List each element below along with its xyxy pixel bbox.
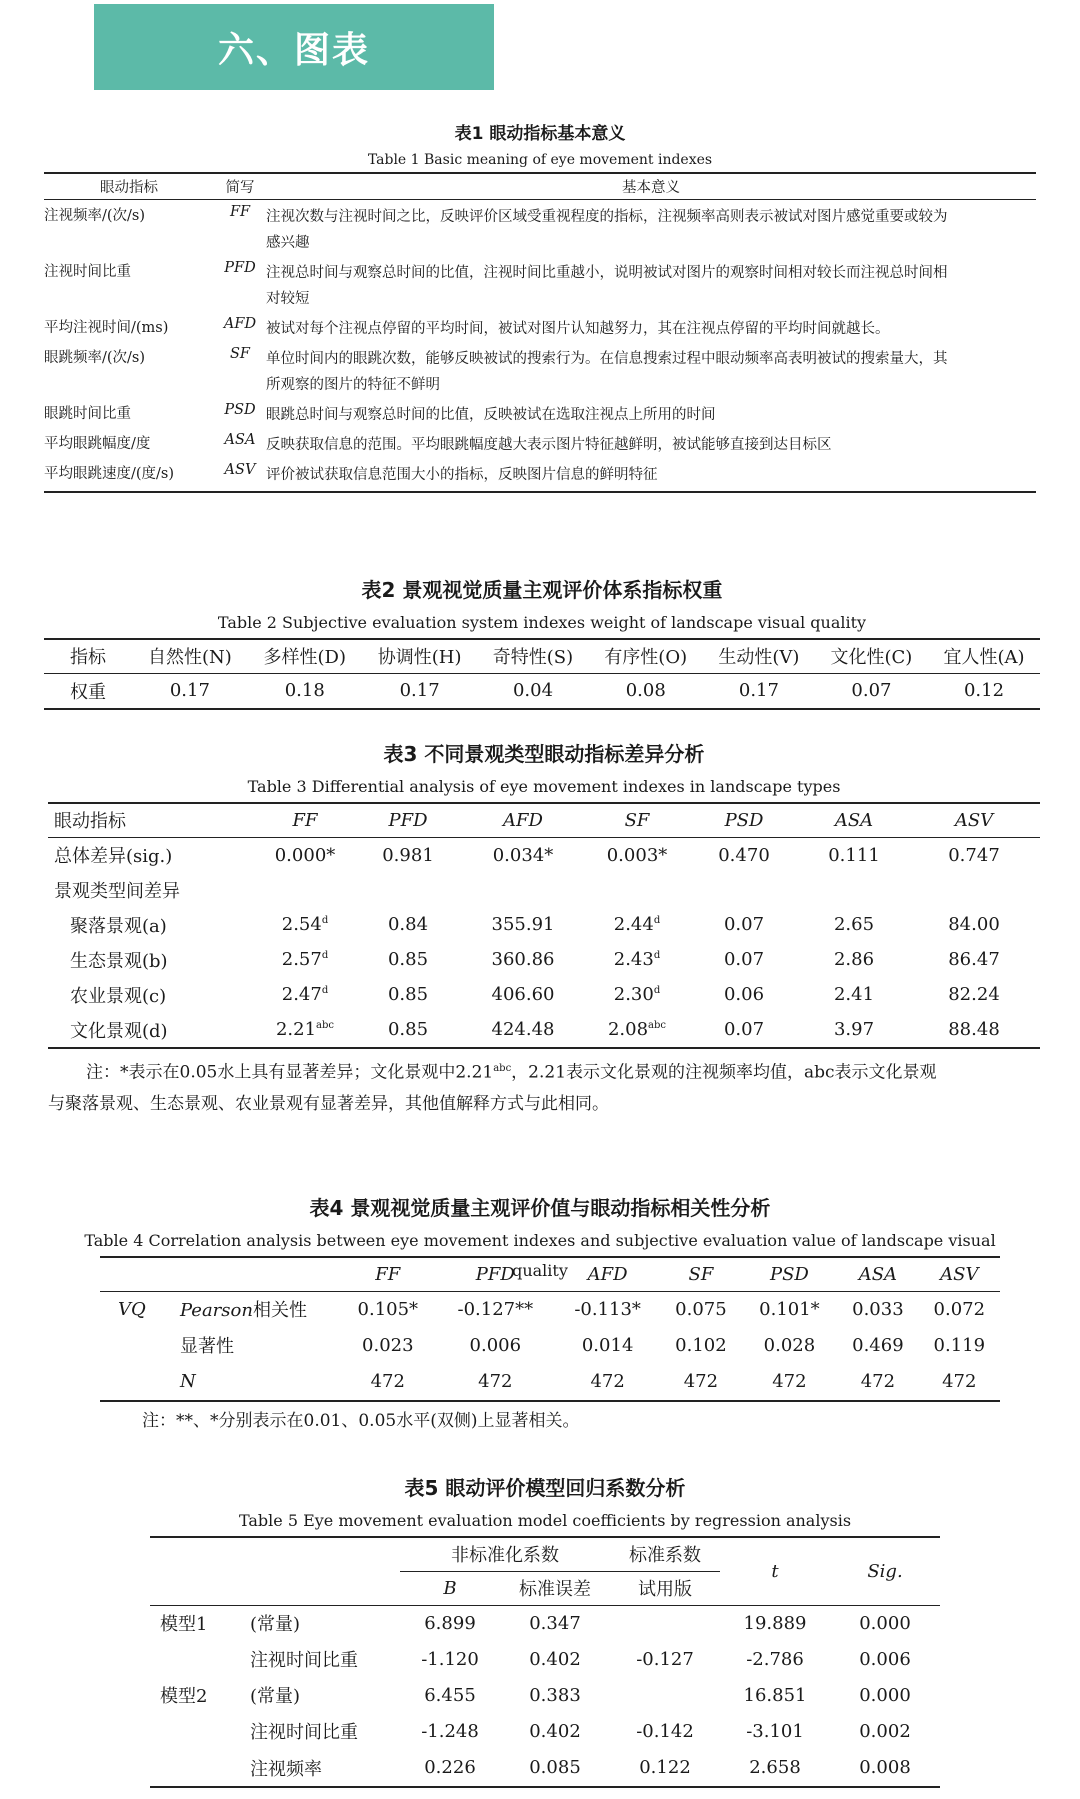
cell-value: 0.006 [859, 1648, 911, 1670]
model-label [150, 1749, 240, 1787]
table-4-header-cell: FF [375, 1263, 401, 1285]
cell-superscript: d [653, 985, 661, 996]
indicator-name: 注视频率/(次/s) [44, 207, 146, 224]
table-3-header-cell: AFD [503, 809, 543, 831]
cell-value [610, 1605, 720, 1641]
table-1-grid [44, 172, 1036, 493]
cell-value: 0.119 [933, 1334, 986, 1356]
cell-value: 0.122 [639, 1757, 691, 1778]
indicator-abbr: ASA [224, 431, 256, 448]
table-row [44, 673, 1040, 709]
table-5-header-cell: 试用版 [638, 1579, 692, 1600]
note-superscript: abc [493, 1063, 512, 1074]
table-2 [44, 572, 1040, 710]
indicator-name: 平均眼跳幅度/度 [44, 435, 151, 452]
cell-value: 2.65 [833, 914, 875, 935]
cell-value: 0.469 [852, 1334, 904, 1356]
indicator-abbr: FF [229, 203, 251, 220]
table-row [48, 942, 1040, 977]
table-5-header-cell: 标准误差 [519, 1579, 591, 1600]
table-5-header-cell: Sig. [867, 1560, 903, 1582]
table-2-header-row [44, 639, 1040, 673]
note-text: 注：*表示在0.05水上具有显著差异；文化景观中2.21 [86, 1062, 494, 1083]
indicator-name: 眼跳时间比重 [44, 405, 131, 422]
weight-value: 0.04 [512, 680, 554, 702]
cell-value: 19.889 [743, 1612, 807, 1634]
table-row [48, 907, 1040, 942]
cell-value: 0.002 [859, 1720, 911, 1742]
table-5-header-cell: 非标准化系数 [400, 1537, 610, 1571]
table-row [44, 398, 1036, 428]
variable-label: 注视频率 [250, 1758, 322, 1780]
table-4-note: 注：**、*分别表示在0.01、0.05水平(双侧)上显著相关。 [142, 1411, 580, 1431]
table-5-header-cell: t [771, 1560, 779, 1582]
group-label: VQ [118, 1298, 146, 1320]
table-4 [60, 1190, 1020, 1437]
cell-value: 0.85 [387, 984, 429, 1005]
cell-value: 0.101* [759, 1298, 820, 1320]
model-label [150, 1713, 240, 1749]
cell-value: 0.747 [948, 844, 1000, 866]
cell-value: 0.014 [581, 1334, 634, 1356]
model-label: 模型2 [160, 1686, 208, 1707]
section-header [94, 4, 494, 90]
cell-superscript: d [321, 985, 329, 996]
cell-value: -0.127 [636, 1648, 694, 1670]
cell-value: 472 [772, 1371, 807, 1392]
cell-value: 0.075 [675, 1298, 727, 1320]
indicator-name: 注视时间比重 [44, 263, 131, 280]
table-row [150, 1713, 940, 1749]
cell-value: 355.91 [491, 914, 555, 935]
variable-label: (常量) [250, 1614, 301, 1636]
table-1-header-cell: 简写 [225, 179, 255, 196]
table-3-title-en: Table 3 Differential analysis of eye movement indexes in landscape types [247, 777, 841, 796]
weight-value: 0.17 [738, 680, 779, 702]
table-3 [48, 736, 1040, 1120]
cell-value: 0.07 [723, 914, 765, 935]
cell-value: 2.44 [613, 914, 654, 935]
table-3-header-cell: ASA [834, 809, 874, 831]
cell-value: 406.60 [491, 984, 555, 1005]
table-4-header-cell: AFD [587, 1263, 628, 1285]
table-5-grid [150, 1536, 940, 1788]
indicator-name: 平均注视时间/(ms) [44, 319, 169, 336]
table-row [100, 1327, 1000, 1363]
table-row [48, 873, 1040, 907]
table-1-title-en: Table 1 Basic meaning of eye movement indexes [367, 152, 713, 168]
table-row [48, 1012, 1040, 1048]
cell-value: 84.00 [948, 914, 1000, 935]
cell-value: 0.000 [859, 1612, 911, 1634]
indicator-abbr: ASV [224, 461, 256, 478]
row-label: 生态景观(b) [70, 950, 168, 972]
cell-value: 2.30 [613, 984, 654, 1005]
table-2-header-cell: 文化性(C) [830, 647, 913, 669]
row-label: 显著性 [180, 1336, 234, 1357]
cell-value: 0.028 [763, 1334, 816, 1356]
cell-value: 0.84 [387, 914, 429, 935]
cell-value: 0.347 [529, 1612, 581, 1634]
cell-value: 0.033 [852, 1298, 904, 1320]
indicator-abbr: SF [230, 345, 250, 362]
cell-value: 82.24 [948, 984, 1000, 1005]
table-2-header-cell: 生动性(V) [718, 647, 800, 669]
table-3-header-cell: PSD [724, 809, 764, 831]
variable-label: 注视时间比重 [250, 1722, 358, 1743]
meaning-line: 眼跳总时间与观察总时间的比值，反映被试在选取注视点上所用的时间 [266, 406, 716, 423]
meaning-line: 反映获取信息的范围。平均眼跳幅度越大表示图片特征越鲜明，被试能够直接到达目标区 [266, 436, 832, 453]
cell-superscript: abc [648, 1020, 667, 1031]
table-2-title-cn: 表2 景观视觉质量主观评价体系指标权重 [361, 578, 723, 602]
cell-value: 0.111 [828, 844, 880, 866]
table-2-header-cell: 协调性(H) [377, 647, 462, 669]
cell-value: 360.86 [491, 949, 555, 970]
table-row [44, 199, 1036, 256]
table-2-grid [44, 638, 1040, 710]
cell-value: 0.034* [492, 844, 554, 866]
note-text: 与聚落景观、生态景观、农业景观有显著差异，其他值解释方式与此相同。 [48, 1093, 609, 1114]
cell-value: 0.85 [387, 1019, 429, 1040]
indicator-name: 平均眼跳速度/(度/s) [44, 465, 175, 482]
table-3-header-cell: FF [292, 809, 318, 831]
variable-label: (常量) [250, 1686, 301, 1707]
row-label: 文化景观(d) [70, 1020, 168, 1042]
cell-value: 0.981 [382, 844, 434, 866]
indicator-abbr: AFD [223, 315, 257, 332]
cell-value: 2.41 [833, 984, 875, 1005]
table-2-header-cell: 指标 [70, 647, 106, 669]
model-label: 模型1 [160, 1614, 208, 1636]
table-row [100, 1363, 1000, 1401]
cell-value: 472 [478, 1371, 513, 1392]
table-row [44, 342, 1036, 398]
table-5-header-cell: B [443, 1577, 457, 1599]
cell-value: 0.105* [357, 1298, 419, 1320]
table-row [150, 1605, 940, 1641]
table-5-header-cell: 标准系数 [610, 1537, 720, 1571]
cell-value: 0.07 [723, 949, 765, 970]
cell-value: -2.786 [746, 1648, 804, 1670]
table-2-title-en: Table 2 Subjective evaluation system indexes weight of landscape visual quality [217, 613, 867, 632]
table-5-header-row [150, 1537, 940, 1571]
cell-superscript: d [653, 950, 661, 961]
cell-value: 0.383 [529, 1684, 581, 1706]
table-4-header-cell: SF [688, 1263, 714, 1285]
table-5-title-cn: 表5 眼动评价模型回归系数分析 [404, 1476, 686, 1500]
cell-value: 2.47 [281, 984, 322, 1005]
table-3-header-cell: PFD [388, 809, 428, 831]
cell-value: 0.402 [529, 1720, 581, 1742]
weight-value: 0.17 [399, 680, 440, 702]
table-1 [44, 120, 1036, 493]
cell-value: 0.102 [675, 1334, 727, 1356]
cell-value: 6.899 [424, 1612, 476, 1634]
meaning-line: 单位时间内的眼跳次数，能够反映被试的搜索行为。在信息搜索过程中眼动频率高表明被试的搜索量大，其 [266, 350, 948, 367]
meaning-line: 感兴趣 [266, 234, 310, 251]
table-4-header-cell: PSD [769, 1263, 809, 1285]
weight-value: 0.12 [963, 680, 1005, 702]
cell-value: 0.85 [387, 949, 429, 970]
cell-value: 2.54 [281, 914, 322, 935]
cell-value: 2.08 [607, 1019, 649, 1040]
cell-value: 3.97 [833, 1019, 875, 1040]
cell-value: 0.072 [933, 1298, 986, 1320]
cell-value: -1.120 [421, 1648, 479, 1670]
table-row [100, 1291, 1000, 1327]
cell-value: 0.226 [424, 1757, 476, 1778]
row-label: 聚落景观(a) [70, 915, 167, 937]
meaning-line: 对较短 [266, 290, 310, 307]
weight-value: 0.18 [284, 680, 325, 702]
cell-value: 472 [942, 1371, 977, 1392]
table-row [44, 312, 1036, 342]
table-row [150, 1677, 940, 1713]
cell-value: 88.48 [948, 1019, 1000, 1040]
cell-superscript: d [321, 915, 329, 926]
table-3-header-row [48, 803, 1040, 837]
indicator-abbr: PSD [224, 401, 256, 418]
meaning-line: 注视次数与注视时间之比，反映评价区域受重视程度的指标，注视频率高则表示被试对图片感觉重要或较为 [266, 208, 948, 225]
table-2-header-cell: 宜人性(A) [943, 647, 1025, 669]
cell-value: 0.06 [723, 984, 765, 1005]
cell-value: 0.470 [718, 844, 770, 866]
table-2-header-cell: 奇特性(S) [492, 647, 574, 669]
cell-superscript: d [321, 950, 329, 961]
table-5-title-en: Table 5 Eye movement evaluation model coefficients by regression analysis [238, 1511, 852, 1530]
cell-value: 16.851 [743, 1684, 807, 1706]
cell-value [610, 1677, 720, 1713]
cell-superscript: abc [316, 1020, 335, 1031]
indicator-abbr: PFD [224, 259, 256, 276]
cell-value: 0.000 [859, 1684, 911, 1706]
row-label: 农业景观(c) [70, 985, 167, 1007]
cell-value: 2.86 [833, 949, 875, 970]
table-row [48, 977, 1040, 1012]
weight-value: 0.07 [851, 680, 892, 702]
cell-value: 2.43 [613, 949, 654, 970]
cell-value: 0.003* [606, 844, 668, 866]
meaning-line: 评价被试获取信息范围大小的指标，反映图片信息的鲜明特征 [266, 466, 658, 483]
meaning-line: 被试对每个注视点停留的平均时间，被试对图片认知越努力，其在注视点停留的平均时间就越长。 [266, 320, 890, 337]
group-label: 景观类型间差异 [54, 881, 180, 902]
meaning-line: 所观察的图片的特征不鲜明 [266, 376, 440, 393]
variable-label: 注视时间比重 [250, 1650, 358, 1671]
table-row [44, 458, 1036, 492]
section-title: 六、图表 [217, 29, 370, 71]
cell-value: 472 [370, 1371, 405, 1392]
model-label [150, 1641, 240, 1677]
row-label: 相关性 [252, 1300, 307, 1322]
cell-value: 2.658 [749, 1757, 801, 1778]
table-4-title-cn: 表4 景观视觉质量主观评价值与眼动指标相关性分析 [309, 1196, 771, 1220]
row-label: Pearson [180, 1300, 253, 1322]
weight-value: 0.17 [169, 680, 210, 702]
cell-value: 0.000* [274, 844, 336, 866]
row-label: 总体差异(sig.) [54, 846, 173, 868]
table-5 [150, 1470, 940, 1788]
table-3-title-cn: 表3 不同景观类型眼动指标差异分析 [383, 742, 705, 766]
cell-value: 0.07 [723, 1019, 765, 1040]
cell-value: 2.57 [281, 949, 322, 970]
cell-value: -0.127** [457, 1298, 534, 1320]
table-2-header-cell: 有序性(O) [604, 647, 688, 669]
table-4-title-en: Table 4 Correlation analysis between eye movement indexes and subjective evaluation value of landscape visual quality [84, 1231, 996, 1280]
table-4-header-cell: PFD [475, 1263, 515, 1285]
weight-label: 权重 [70, 681, 106, 703]
cell-value: 472 [860, 1371, 896, 1392]
cell-value: 6.455 [424, 1684, 476, 1706]
table-3-header-cell: SF [624, 809, 650, 831]
table-2-header-cell: 自然性(N) [147, 647, 232, 669]
table-1-header-cell: 眼动指标 [100, 179, 158, 196]
table-row [44, 428, 1036, 458]
row-label: N [180, 1371, 196, 1392]
table-row [150, 1641, 940, 1677]
cell-superscript: d [653, 915, 661, 926]
cell-value: 0.085 [529, 1757, 581, 1778]
cell-value: 2.21 [275, 1019, 317, 1040]
table-3-header-cell: 眼动指标 [54, 811, 126, 833]
table-row [48, 837, 1040, 873]
weight-value: 0.08 [625, 680, 666, 702]
cell-value: -3.101 [746, 1720, 804, 1742]
indicator-name: 眼跳频率/(次/s) [44, 349, 146, 366]
cell-value: 0.006 [469, 1334, 522, 1356]
table-4-header-cell: ASA [858, 1263, 898, 1285]
cell-value: -1.248 [421, 1720, 479, 1742]
cell-value: -0.142 [636, 1720, 694, 1742]
table-3-header-cell: ASV [954, 809, 994, 831]
cell-value: 472 [590, 1371, 625, 1392]
cell-value: 0.402 [529, 1648, 581, 1670]
table-3-grid [48, 802, 1040, 1049]
table-1-header-row [44, 173, 1036, 199]
note-text: ，2.21表示文化景观的注视频率均值，abc表示文化景观 [511, 1062, 937, 1083]
cell-value: 472 [683, 1371, 719, 1392]
meaning-line: 注视总时间与观察总时间的比值，注视时间比重越小，说明被试对图片的观察时间相对较长而注视总时间相 [266, 264, 948, 281]
table-3-note [48, 1053, 1040, 1120]
table-1-title-cn: 表1 眼动指标基本意义 [454, 124, 626, 144]
cell-value: -0.113* [574, 1298, 641, 1320]
cell-value: 0.008 [859, 1757, 911, 1778]
table-1-header-cell: 基本意义 [622, 179, 680, 196]
cell-value: 424.48 [491, 1019, 555, 1040]
table-row [150, 1749, 940, 1787]
table-4-header-cell: ASV [940, 1263, 979, 1285]
cell-value: 0.023 [362, 1334, 414, 1356]
table-row [44, 256, 1036, 312]
table-2-header-cell: 多样性(D) [263, 647, 346, 669]
cell-value: 86.47 [948, 949, 1000, 970]
